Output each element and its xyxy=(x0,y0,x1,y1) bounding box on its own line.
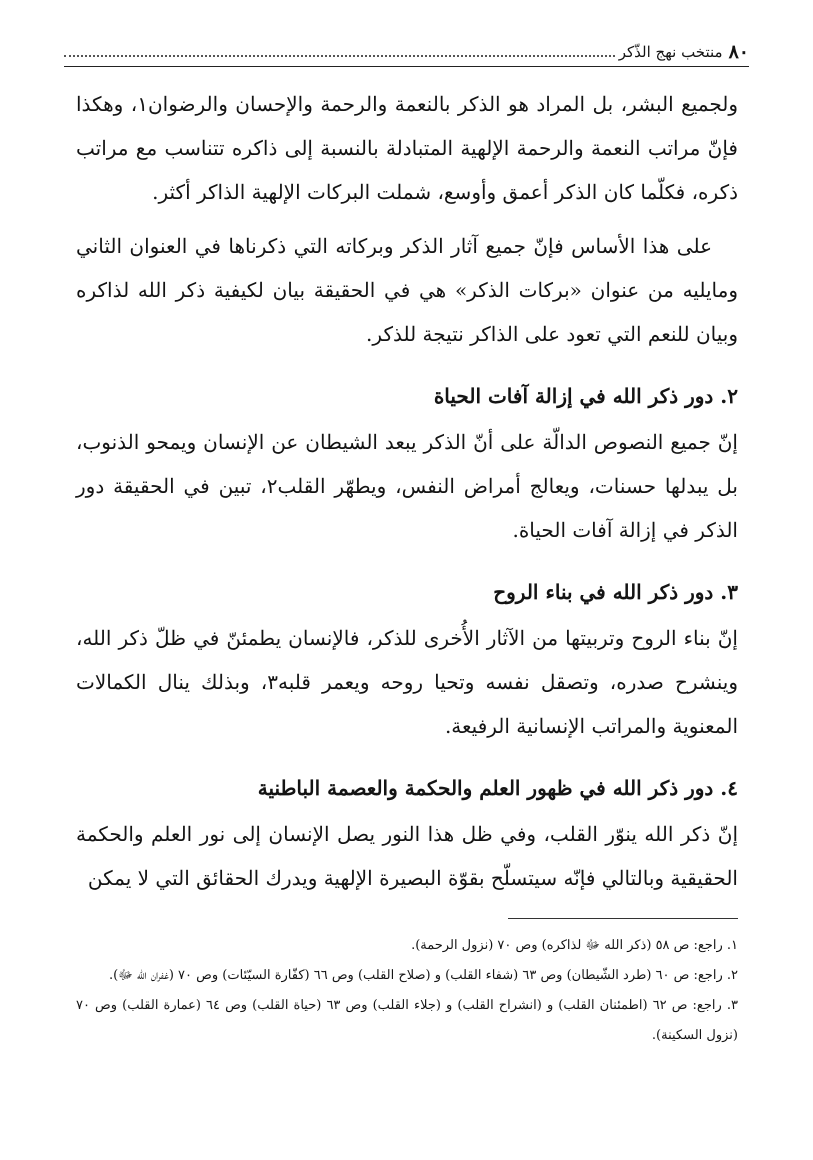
footnote-2: ٢. راجع: ص ٦٠ (طرد الشّيطان) وص ٦٣ (شفاء القلب) و (صلاح القلب) وص ٦٦ (كفّارة السيّئات) وص ٧٠ (غفران الله ﷻ). xyxy=(108,968,738,983)
running-header xyxy=(64,32,749,67)
section-text-2: إنّ جميع النصوص الدالّة على أنّ الذكر يبعد الشيطان عن الإنسان ويمحو الذنوب، بل يبدلها حسنات، ويعالج أمراض النفس، ويطهّر القلب٢، تبين في الحقيقة دور الذكر في إزالة آفات الحياة. xyxy=(76,430,738,542)
section-heading-4: ٤. دور ذكر الله في ظهور العلم والحكمة والعصمة الباطنية xyxy=(257,776,738,800)
header-dot-leader xyxy=(64,55,615,57)
footnote-separator xyxy=(508,918,738,919)
section-text-3: إنّ بناء الروح وتربيتها من الآثار الأُخرى للذكر، فالإنسان يطمئنّ في ظلّ ذكر الله، وينشرح صدره، وتصقل نفسه وتحيا روحه ويعمر قلبه٣، وبذلك ينال الكمالات المعنوية والمراتب الإنسانية الرفيعة. xyxy=(76,626,738,738)
paragraph-continuation: ولجميع البشر، بل المراد هو الذكر بالنعمة والرحمة والإحسان والرضوان١، وهكذا فإنّ مراتب النعمة والرحمة الإلهية المتبادلة بالنسبة إلى ذاكره تتناسب مع مراتب ذكره، فكلّما كان الذكر أعمق وأوسع، شملت البركات الإلهية الذاكر أكثر. xyxy=(76,92,738,204)
footnotes xyxy=(76,918,738,1051)
page-number: ٨٠ xyxy=(728,41,749,63)
footnote-3: ٣. راجع: ص ٦٢ (اطمئنان القلب) و (انشراح القلب) و (جلاء القلب) وص ٦٣ (حياة القلب) وص ٦٤ (عمارة القلب) وص ٧٠ (نزول السكينة). xyxy=(76,998,738,1043)
section-heading-2: ٢. دور ذكر الله في إزالة آفات الحياة xyxy=(433,384,738,408)
main-text xyxy=(76,82,738,910)
paragraph-basis: على هذا الأساس فإنّ جميع آثار الذكر وبركاته التي ذكرناها في العنوان الثاني ومايليه من عنوان «بركات الذكر» هي في الحقيقة بيان لكيفية ذكر الله لذاكره وبيان للنعم التي تعود على الذاكر نتيجة للذكر. xyxy=(76,234,738,346)
section-text-4: إنّ ذكر الله ينوّر القلب، وفي ظل هذا النور يصل الإنسان إلى نور العلم والحكمة الحقيقية وبالتالي فإنّه سيتسلّح بقوّة البصيرة الإلهية ويدرك الحقائق التي لا يمكن xyxy=(76,822,738,890)
book-title: منتخب نهج الذّكر xyxy=(618,43,723,61)
section-heading-3: ٣. دور ذكر الله في بناء الروح xyxy=(493,580,738,604)
footnote-1: ١. راجع: ص ٥٨ (ذكر الله ﷻ لذاكره) وص ٧٠ (نزول الرحمة). xyxy=(411,938,738,953)
